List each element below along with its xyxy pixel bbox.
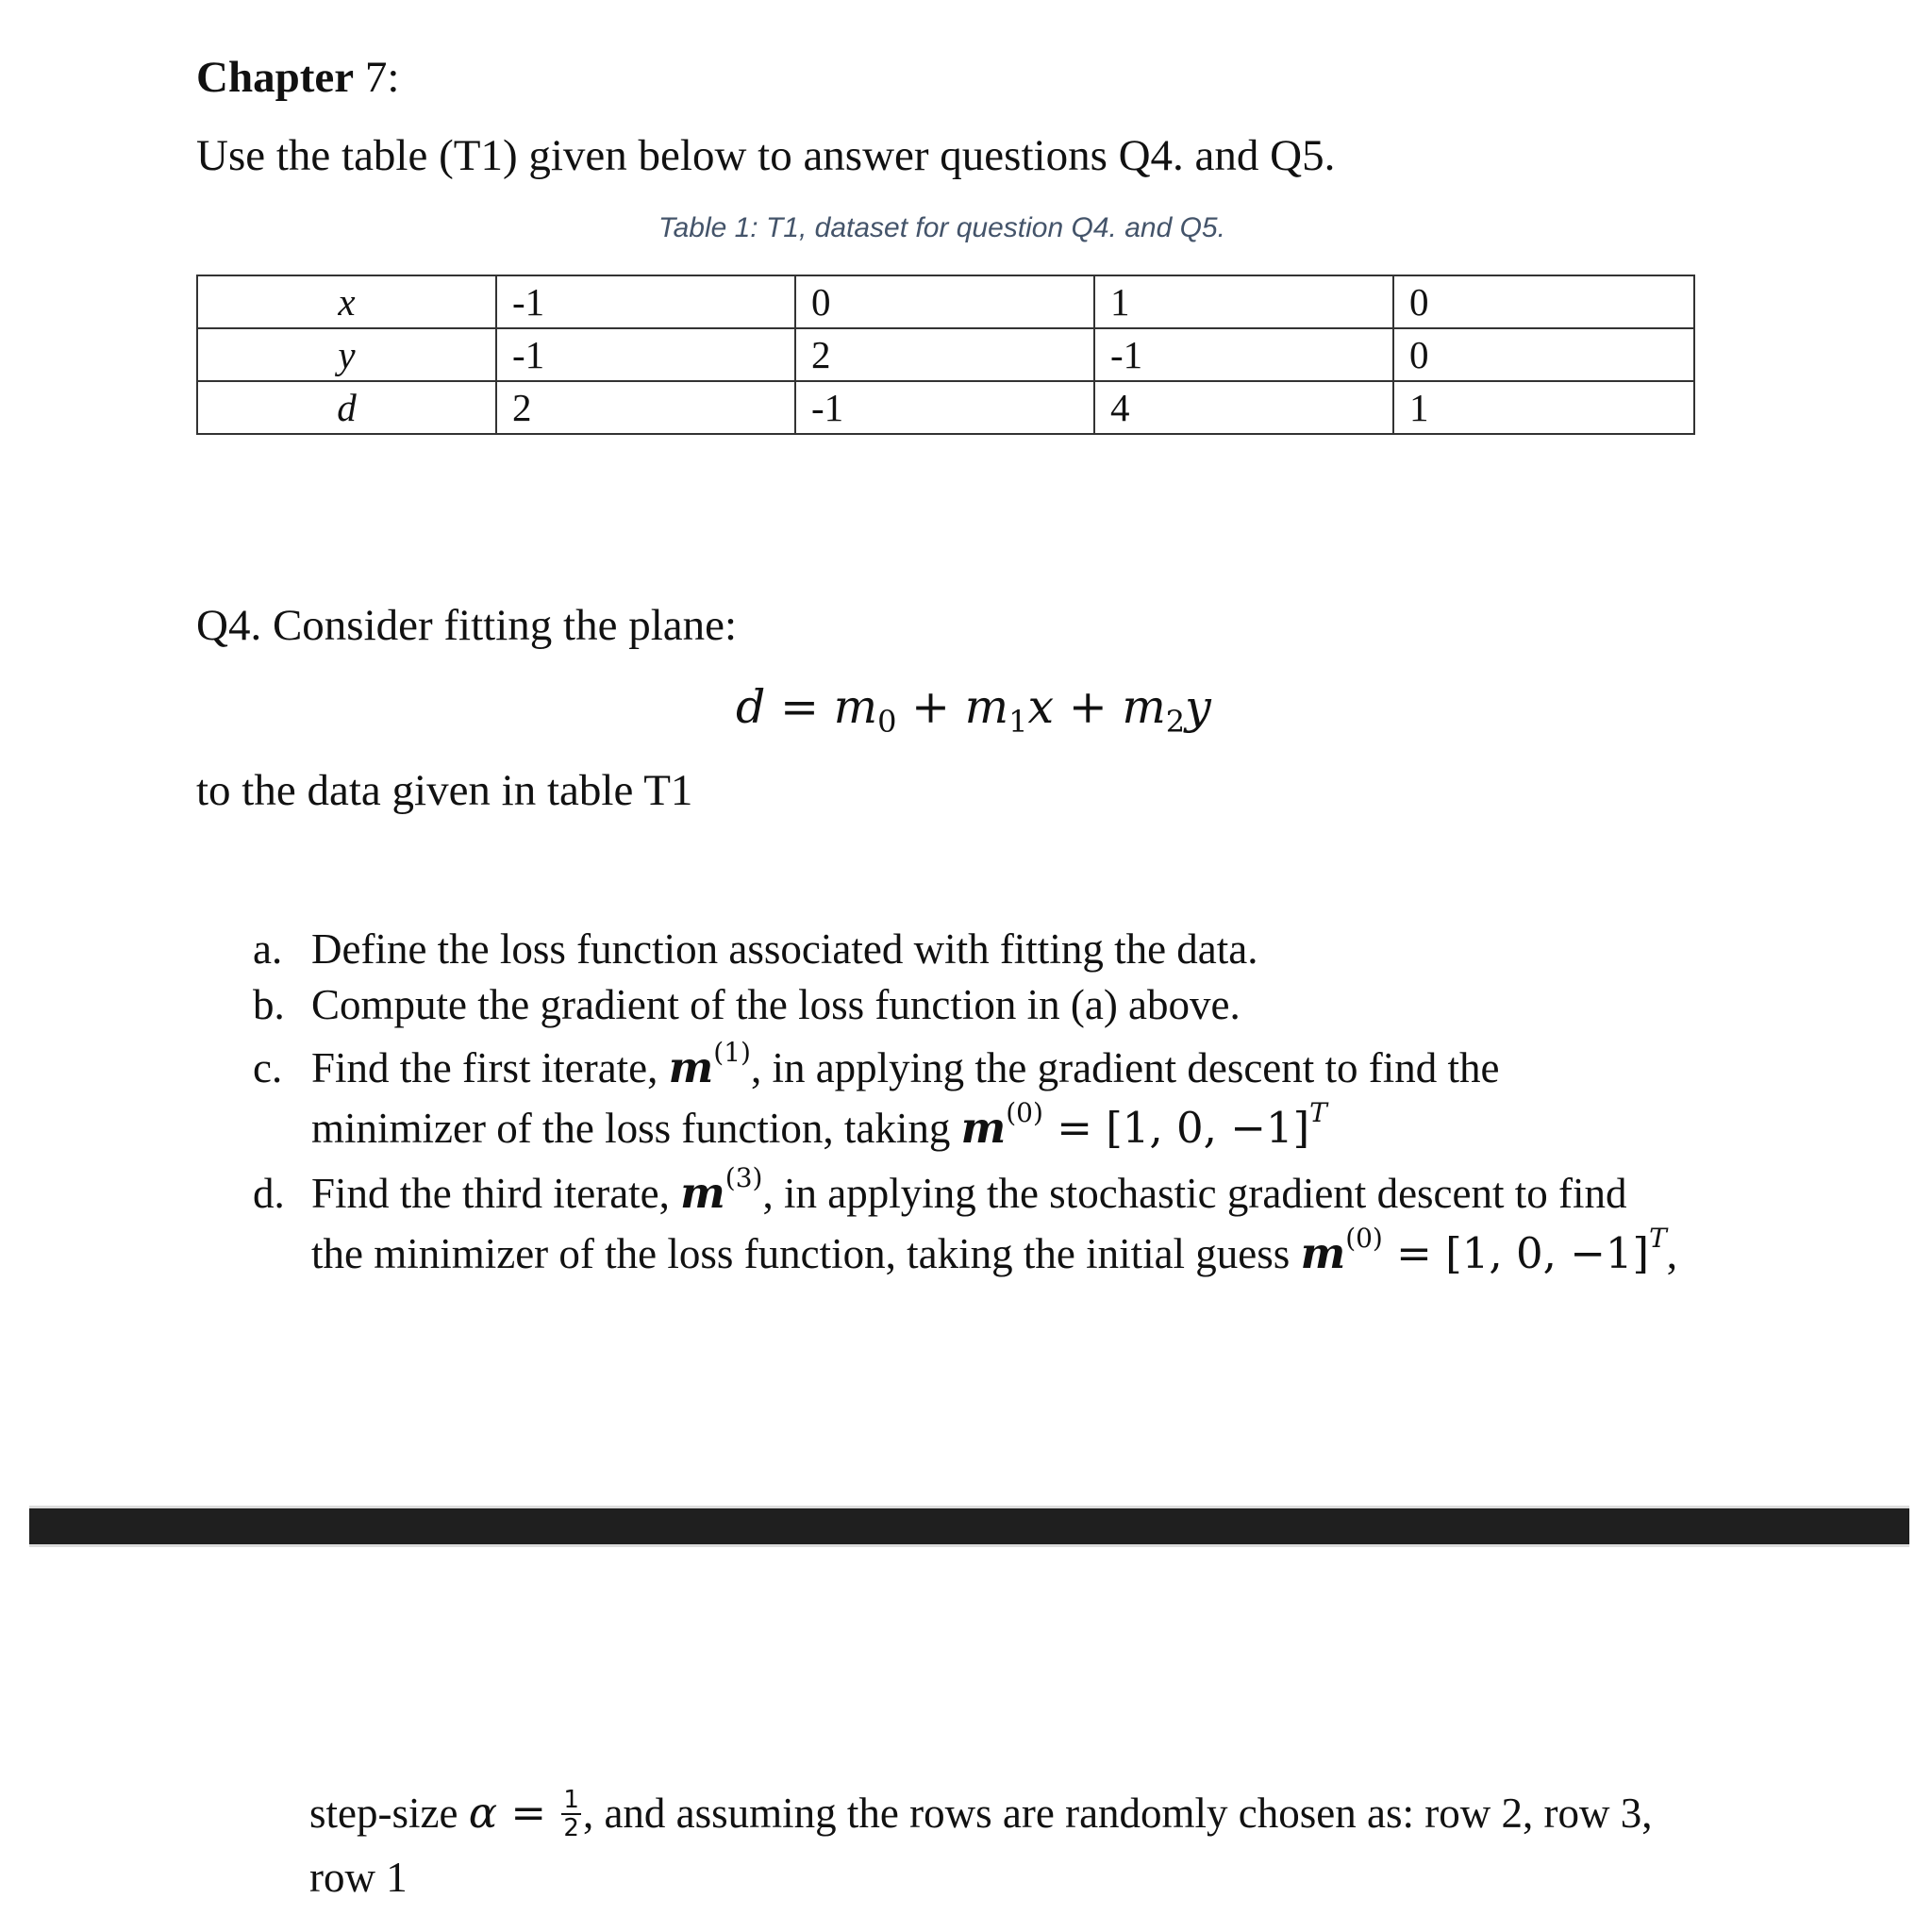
superscript: (0) — [1006, 1097, 1043, 1128]
vector-m: m — [668, 1042, 714, 1092]
table-cell: 4 — [1094, 381, 1393, 434]
page-divider — [29, 1506, 1909, 1547]
intro-text: Use the table (T1) given below to answer questions Q4. and Q5. — [196, 131, 1336, 180]
list-item-a — [253, 921, 1258, 977]
eq-equals: = — [779, 680, 820, 734]
item-text: , and assuming the rows are randomly chosen as: row 2, row 3, — [582, 1790, 1653, 1837]
eq-m2: m — [1122, 680, 1166, 734]
alpha-symbol: α — [468, 1788, 498, 1838]
plane-equation — [736, 679, 1211, 740]
fraction-denominator: 2 — [563, 1813, 579, 1842]
item-text: minimizer of the loss function, taking — [311, 1105, 961, 1152]
chapter-heading — [196, 49, 399, 106]
list-item-c — [253, 1037, 1500, 1096]
eq-sub0: 0 — [877, 704, 897, 740]
list-item-c-line2 — [311, 1097, 1327, 1157]
table-cell: 0 — [1393, 275, 1694, 328]
table-cell: 2 — [496, 381, 795, 434]
transpose-mark: T — [1309, 1097, 1327, 1128]
item-label: b. — [253, 981, 285, 1028]
item-label: d. — [253, 1170, 285, 1217]
table-row — [197, 381, 1694, 434]
item-text: Find the third iterate, — [311, 1170, 681, 1217]
table-cell: 0 — [1393, 328, 1694, 381]
vector-m: m — [680, 1168, 725, 1218]
table-cell: 1 — [1094, 275, 1393, 328]
eq-y: y — [1185, 680, 1211, 734]
item-text: Find the first iterate, — [311, 1044, 669, 1091]
eq-sub2: 2 — [1165, 704, 1186, 740]
item-label: c. — [253, 1044, 283, 1091]
vector-value: = [1, 0, −1] — [1382, 1228, 1650, 1278]
row-label: x — [197, 275, 496, 328]
item-label: a. — [253, 925, 283, 973]
eq-plus: + — [1068, 680, 1108, 734]
list-item-d — [253, 1162, 1627, 1222]
eq-plus: + — [911, 680, 951, 734]
superscript: (3) — [724, 1162, 763, 1193]
table-caption: Table 1: T1, dataset for question Q4. and Q5. — [658, 212, 1225, 243]
table-cell: 1 — [1393, 381, 1694, 434]
vector-value: = [1, 0, −1] — [1042, 1103, 1310, 1153]
vector-m: m — [960, 1103, 1007, 1153]
vector-m: m — [1300, 1228, 1346, 1278]
eq-lhs: d — [736, 680, 766, 734]
chapter-word: Chapter — [196, 53, 355, 102]
eq-x: x — [1027, 680, 1055, 734]
item-text: step-size — [309, 1790, 469, 1837]
equals-sign: = — [497, 1788, 560, 1838]
item-text: Define the loss function associated with fitting the data. — [311, 925, 1258, 973]
superscript: (0) — [1345, 1223, 1383, 1254]
table-row — [197, 328, 1694, 381]
table-cell: 2 — [795, 328, 1094, 381]
q4-heading: Q4. Consider fitting the plane: — [196, 601, 738, 650]
row-label: d — [197, 381, 496, 434]
item-text: , in applying the gradient descent to find the — [750, 1044, 1500, 1091]
eq-sub1: 1 — [1008, 704, 1028, 740]
transpose-mark: T — [1649, 1223, 1667, 1254]
item-text: , in applying the stochastic gradient descent to find — [762, 1170, 1627, 1217]
continuation-line-2: row 1 — [309, 1854, 408, 1901]
table-cell: -1 — [795, 381, 1094, 434]
superscript: (1) — [713, 1037, 751, 1068]
item-text: , — [1666, 1230, 1678, 1277]
eq-m1: m — [964, 680, 1009, 734]
row-label: y — [197, 328, 496, 381]
context-text: to the data given in table T1 — [196, 766, 693, 815]
item-text: the minimizer of the loss function, taking the initial guess — [311, 1230, 1301, 1277]
table-cell: 0 — [795, 275, 1094, 328]
list-item-b — [253, 976, 1241, 1033]
chapter-number: 7: — [364, 53, 400, 102]
data-table — [196, 275, 1695, 435]
eq-m0: m — [833, 680, 878, 734]
table-row — [197, 275, 1694, 328]
table-cell: -1 — [496, 275, 795, 328]
table-cell: -1 — [496, 328, 795, 381]
continuation-line — [309, 1785, 1652, 1845]
fraction-numerator: 1 — [563, 1785, 579, 1814]
list-item-d-line2 — [311, 1225, 1677, 1282]
table-cell: -1 — [1094, 328, 1393, 381]
item-text: Compute the gradient of the loss function in (a) above. — [311, 981, 1241, 1028]
fraction — [561, 1787, 581, 1841]
